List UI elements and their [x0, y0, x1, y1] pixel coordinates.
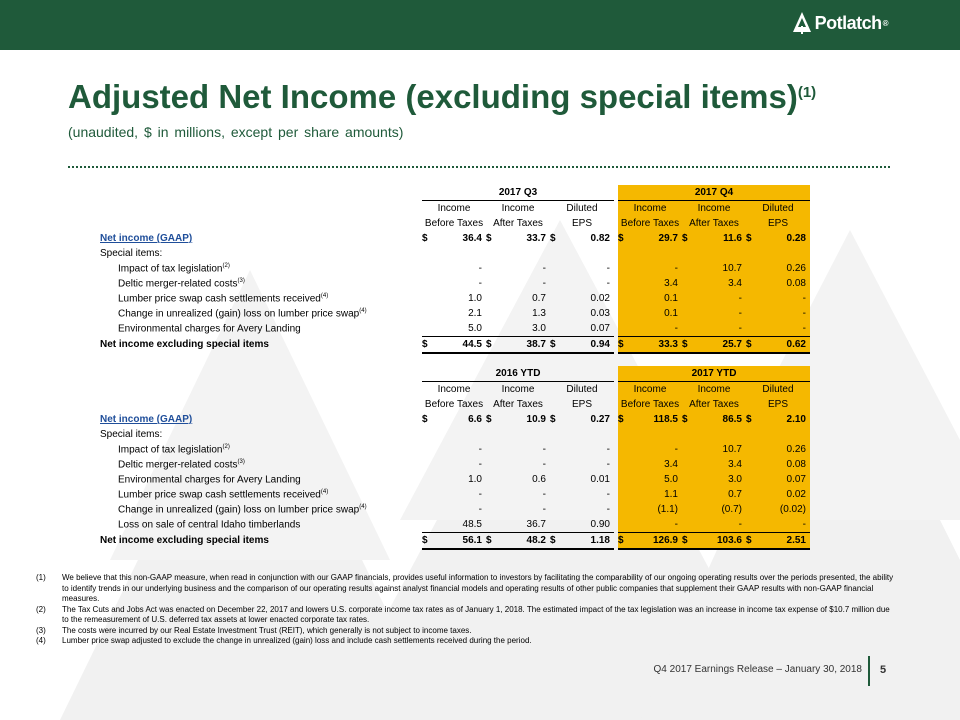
- column-header: Before Taxes: [618, 216, 682, 231]
- value-cell: 0.94: [560, 337, 614, 354]
- special-item-label: Change in unrealized (gain) loss on lumber price swap$^{(4)}$: [118, 307, 367, 320]
- currency-symbol: $: [422, 414, 428, 425]
- value-cell: -: [628, 261, 682, 276]
- value-cell: 33.3: [628, 337, 682, 354]
- value-cell: 2.1: [468, 308, 482, 319]
- value-cell: -: [606, 459, 610, 470]
- value-cell: 2.10: [756, 412, 810, 427]
- column-header: Diluted: [746, 382, 810, 398]
- value-cell: 0.08: [756, 276, 810, 291]
- value-cell: 33.7: [526, 233, 546, 244]
- currency-symbol: $: [422, 233, 428, 244]
- value-cell: (0.7): [692, 502, 746, 517]
- special-item-label: Deltic merger-related costs$^{(3)}$: [118, 277, 245, 290]
- value-cell: 0.08: [756, 457, 810, 472]
- value-cell: -: [756, 321, 810, 337]
- special-item-label: Impact of tax legislation$^{(2)}$: [118, 262, 230, 275]
- column-header: Income: [618, 201, 682, 217]
- currency-symbol: $: [746, 533, 756, 550]
- value-cell: -: [478, 278, 482, 289]
- value-cell: 0.82: [590, 233, 610, 244]
- value-cell: -: [542, 263, 546, 274]
- column-header: Before Taxes: [424, 218, 484, 229]
- value-cell: 11.6: [692, 231, 746, 246]
- value-cell: -: [756, 306, 810, 321]
- value-cell: 1.3: [532, 308, 546, 319]
- footnote: (3) The costs were incurred by our Real Estate Investment Trust (REIT), which generally is not subject to income taxes.: [36, 625, 472, 635]
- currency-symbol: $: [550, 233, 556, 244]
- column-header: EPS: [571, 218, 592, 229]
- value-cell: 1.1: [628, 487, 682, 502]
- value-cell: 0.26: [756, 261, 810, 276]
- currency-symbol: $: [550, 414, 556, 425]
- tree-logo-icon: [792, 12, 812, 34]
- column-header: Income: [501, 203, 535, 214]
- column-header: Before Taxes: [424, 399, 484, 410]
- value-cell: 126.9: [628, 533, 682, 550]
- value-cell: 10.7: [692, 442, 746, 457]
- currency-symbol: $: [618, 231, 628, 246]
- column-header: EPS: [746, 397, 810, 412]
- column-header: After Taxes: [493, 218, 543, 229]
- currency-symbol: $: [746, 337, 756, 354]
- value-cell: 1.0: [468, 474, 482, 485]
- value-cell: 0.26: [756, 442, 810, 457]
- currency-symbol: $: [682, 412, 692, 427]
- value-cell: 3.4: [628, 276, 682, 291]
- header-bar: [0, 0, 960, 50]
- column-header: Diluted: [566, 384, 598, 395]
- value-cell: -: [478, 459, 482, 470]
- currency-symbol: $: [486, 533, 496, 550]
- value-cell: (1.1): [628, 502, 682, 517]
- special-item-label: Loss on sale of central Idaho timberlands: [118, 519, 301, 531]
- currency-symbol: $: [746, 231, 756, 246]
- value-cell: 2.51: [756, 533, 810, 550]
- column-header: After Taxes: [493, 399, 543, 410]
- value-cell: 1.0: [468, 293, 482, 304]
- currency-symbol: $: [422, 533, 432, 550]
- period-left-header: 2017 Q3: [422, 185, 614, 201]
- value-cell: -: [542, 278, 546, 289]
- potlatch-logo: [792, 12, 888, 34]
- value-cell: 0.03: [590, 308, 610, 319]
- value-cell: 103.6: [692, 533, 746, 550]
- footnote: (1) We believe that this non-GAAP measure, when read in conjunction with our GAAP financials, provides useful information to investors by facilitating the comparability of our ongoing operating results over the periods presented, the ability to identify trends in our underlying business and the comparison of our operating results against analyst financial models and operating results of other public companies that supplement their GAAP results with non-GAAP financial measures.: [36, 573, 894, 603]
- currency-symbol: $: [682, 337, 692, 354]
- currency-symbol: $: [550, 533, 560, 550]
- value-cell: -: [756, 517, 810, 533]
- value-cell: 25.7: [692, 337, 746, 354]
- value-cell: -: [628, 321, 682, 337]
- special-item-label: Lumber price swap cash settlements received$^{(4)}$: [118, 488, 329, 501]
- currency-symbol: $: [618, 533, 628, 550]
- footer-text: Q4 2017 Earnings Release – January 30, 2018: [653, 664, 862, 675]
- value-cell: 118.5: [628, 412, 682, 427]
- currency-symbol: $: [618, 337, 628, 354]
- special-item-label: Deltic merger-related costs$^{(3)}$: [118, 458, 245, 471]
- value-cell: -: [606, 278, 610, 289]
- value-cell: 0.07: [756, 472, 810, 487]
- value-cell: -: [628, 442, 682, 457]
- value-cell: -: [478, 263, 482, 274]
- value-cell: 3.4: [692, 457, 746, 472]
- title-footnote-ref: (1): [797, 84, 817, 101]
- value-cell: 0.7: [532, 293, 546, 304]
- net-income-gaap-label: Net income (GAAP): [100, 414, 193, 425]
- value-cell: 10.9: [526, 414, 546, 425]
- table-2017-quarters: [100, 185, 810, 354]
- column-header: Before Taxes: [618, 397, 682, 412]
- value-cell: 10.7: [692, 261, 746, 276]
- value-cell: 0.02: [756, 487, 810, 502]
- value-cell: 3.4: [692, 276, 746, 291]
- currency-symbol: $: [618, 412, 628, 427]
- column-header: Income: [501, 384, 535, 395]
- value-cell: -: [478, 444, 482, 455]
- value-cell: 56.1: [432, 533, 486, 550]
- value-cell: -: [542, 489, 546, 500]
- value-cell: 3.0: [692, 472, 746, 487]
- value-cell: -: [606, 489, 610, 500]
- period-right-header: 2017 Q4: [618, 185, 810, 201]
- currency-symbol: $: [682, 533, 692, 550]
- net-income-excluding-special-label: Net income excluding special items: [100, 535, 269, 547]
- currency-symbol: $: [746, 412, 756, 427]
- value-cell: 0.02: [590, 293, 610, 304]
- column-header: Income: [618, 382, 682, 398]
- value-cell: 0.07: [590, 323, 610, 334]
- page-title: Adjusted Net Income (excluding special items)$^{(1)}$: [68, 78, 817, 115]
- special-item-label: Environmental charges for Avery Landing: [118, 323, 301, 335]
- currency-symbol: $: [486, 414, 492, 425]
- column-header: EPS: [746, 216, 810, 231]
- value-cell: 44.5: [432, 337, 486, 354]
- logo-registered-mark: ®: [882, 18, 888, 28]
- special-item-label: Impact of tax legislation$^{(2)}$: [118, 443, 230, 456]
- value-cell: -: [478, 504, 482, 515]
- column-header: After Taxes: [682, 397, 746, 412]
- value-cell: -: [692, 321, 746, 337]
- value-cell: 0.90: [590, 519, 610, 530]
- value-cell: -: [606, 504, 610, 515]
- value-cell: 0.1: [628, 291, 682, 306]
- value-cell: 48.5: [462, 519, 482, 530]
- value-cell: 5.0: [468, 323, 482, 334]
- currency-symbol: $: [486, 233, 492, 244]
- value-cell: -: [606, 444, 610, 455]
- value-cell: 38.7: [496, 337, 550, 354]
- column-header: Diluted: [746, 201, 810, 217]
- currency-symbol: $: [550, 337, 560, 354]
- value-cell: 29.7: [628, 231, 682, 246]
- value-cell: -: [692, 517, 746, 533]
- value-cell: 3.4: [628, 457, 682, 472]
- value-cell: 0.1: [628, 306, 682, 321]
- special-item-label: Environmental charges for Avery Landing: [118, 474, 301, 486]
- period-right-header: 2017 YTD: [618, 366, 810, 382]
- currency-symbol: $: [682, 231, 692, 246]
- page-subtitle: (unaudited, $ in millions, except per share amounts): [68, 124, 404, 140]
- value-cell: 0.27: [590, 414, 610, 425]
- value-cell: -: [542, 504, 546, 515]
- value-cell: 0.01: [590, 474, 610, 485]
- column-header: Income: [437, 384, 471, 395]
- value-cell: -: [628, 517, 682, 533]
- value-cell: 3.0: [532, 323, 546, 334]
- column-header: Diluted: [566, 203, 598, 214]
- value-cell: -: [606, 263, 610, 274]
- column-header: Income: [682, 382, 746, 398]
- table-ytd: [100, 366, 810, 550]
- value-cell: 0.28: [756, 231, 810, 246]
- value-cell: 5.0: [628, 472, 682, 487]
- value-cell: 0.62: [756, 337, 810, 354]
- column-header: After Taxes: [682, 216, 746, 231]
- value-cell: 6.6: [468, 414, 482, 425]
- special-item-label: Lumber price swap cash settlements received$^{(4)}$: [118, 292, 329, 305]
- value-cell: -: [478, 489, 482, 500]
- currency-symbol: $: [422, 337, 432, 354]
- value-cell: -: [692, 306, 746, 321]
- column-header: EPS: [571, 399, 592, 410]
- currency-symbol: $: [486, 337, 496, 354]
- page-number: 5: [880, 664, 887, 676]
- column-header: Income: [437, 203, 471, 214]
- value-cell: 1.18: [560, 533, 614, 550]
- value-cell: (0.02): [756, 502, 810, 517]
- net-income-gaap-label: Net income (GAAP): [100, 233, 193, 244]
- special-items-label: Special items:: [100, 248, 163, 259]
- value-cell: 0.7: [692, 487, 746, 502]
- value-cell: -: [542, 444, 546, 455]
- dotted-divider: [68, 166, 890, 168]
- net-income-excluding-special-label: Net income excluding special items: [100, 339, 269, 351]
- value-cell: 36.7: [526, 519, 546, 530]
- value-cell: 86.5: [692, 412, 746, 427]
- footnote: (4) Lumber price swap adjusted to exclude the change in unrealized (gain) loss and include cash settlements received during the period.: [36, 636, 532, 645]
- value-cell: 36.4: [462, 233, 482, 244]
- value-cell: 0.6: [532, 474, 546, 485]
- value-cell: -: [692, 291, 746, 306]
- special-item-label: Change in unrealized (gain) loss on lumber price swap$^{(4)}$: [118, 503, 367, 516]
- value-cell: -: [756, 291, 810, 306]
- column-header: Income: [682, 201, 746, 217]
- special-items-label: Special items:: [100, 429, 163, 440]
- value-cell: -: [542, 459, 546, 470]
- logo-text: Potlatch: [814, 12, 882, 33]
- footnote: (2) The Tax Cuts and Jobs Act was enacted on December 22, 2017 and lowers U.S. corporate income tax rates as of January 1, 2018. The estimated impact of the tax legislation was an increase in income tax expense of $10.7 million due to the remeasurement of U.S. deferred tax assets at lower enacted corporate tax rates.: [36, 604, 890, 624]
- period-left-header: 2016 YTD: [422, 366, 614, 382]
- value-cell: 48.2: [496, 533, 550, 550]
- footer-divider: [868, 656, 870, 686]
- footnotes: [36, 573, 896, 647]
